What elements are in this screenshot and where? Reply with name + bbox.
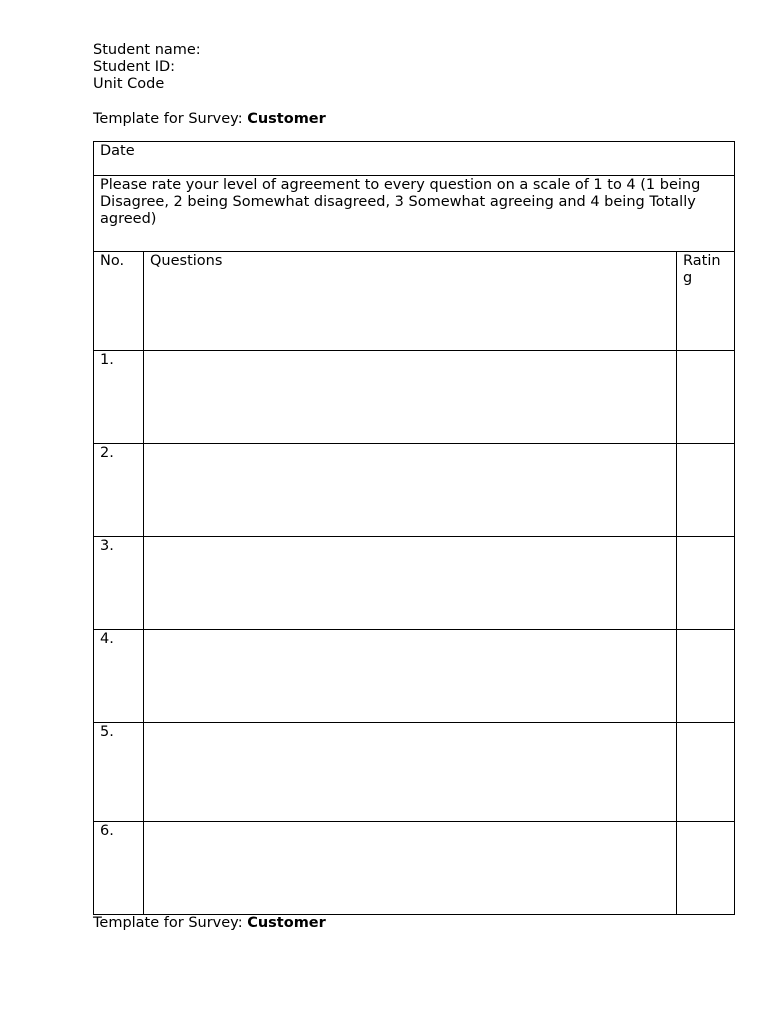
header-questions-cell (144, 252, 677, 351)
footer-title-customer: Customer (247, 915, 326, 931)
question-cell[interactable] (144, 822, 677, 915)
survey-template-title (93, 111, 326, 128)
instructions-text: Please rate your level of agreement to every question on a scale of 1 to 4 (1 being Disagree, 2 being Somewhat disagreed, 3 Somewhat agreeing and 4 being Totally agreed) (100, 177, 701, 227)
header-rating-cell (677, 252, 735, 351)
student-name-label: Student name: (93, 42, 201, 58)
rating-value (683, 351, 728, 352)
row-number-cell (94, 822, 144, 915)
table-row (94, 630, 735, 723)
table-row (94, 537, 735, 630)
template-title-customer: Customer (247, 111, 326, 127)
instructions-cell (94, 176, 735, 252)
row-number: 1. (100, 352, 114, 368)
question-text (150, 723, 670, 724)
question-text (150, 537, 670, 538)
table-row (94, 351, 735, 444)
table-row (94, 723, 735, 822)
date-label: Date (100, 143, 135, 159)
student-info-block (93, 42, 201, 93)
question-cell[interactable] (144, 351, 677, 444)
row-number: 4. (100, 631, 114, 647)
table-row (94, 444, 735, 537)
question-cell[interactable] (144, 444, 677, 537)
survey-template-footer (93, 915, 326, 932)
question-text (150, 444, 670, 445)
header-questions: Questions (150, 253, 223, 269)
row-number-cell (94, 537, 144, 630)
question-text (150, 630, 670, 631)
row-number: 5. (100, 724, 114, 740)
rating-cell[interactable] (677, 630, 735, 723)
instructions-row (94, 176, 735, 252)
survey-table (93, 141, 735, 915)
question-text (150, 822, 670, 823)
header-no-cell (94, 252, 144, 351)
date-row (94, 142, 735, 176)
rating-cell[interactable] (677, 351, 735, 444)
template-title-prefix: Template for Survey: (93, 111, 248, 127)
footer-title-prefix: Template for Survey: (93, 915, 248, 931)
rating-value (683, 537, 728, 538)
question-cell[interactable] (144, 723, 677, 822)
rating-cell[interactable] (677, 537, 735, 630)
rating-cell[interactable] (677, 723, 735, 822)
row-number: 2. (100, 445, 114, 461)
rating-cell[interactable] (677, 822, 735, 915)
unit-code-label: Unit Code (93, 76, 165, 92)
question-text (150, 351, 670, 352)
row-number: 3. (100, 538, 114, 554)
rating-value (683, 630, 728, 631)
student-id-label: Student ID: (93, 59, 176, 75)
date-cell[interactable] (94, 142, 735, 176)
question-cell[interactable] (144, 537, 677, 630)
row-number-cell (94, 444, 144, 537)
rating-value (683, 822, 728, 823)
question-cell[interactable] (144, 630, 677, 723)
row-number: 6. (100, 823, 114, 839)
header-no: No. (100, 253, 125, 269)
row-number-cell (94, 723, 144, 822)
row-number-cell (94, 630, 144, 723)
table-header-row (94, 252, 735, 351)
table-row (94, 822, 735, 915)
header-rating: Rating (683, 253, 721, 286)
row-number-cell (94, 351, 144, 444)
rating-value (683, 723, 728, 724)
rating-cell[interactable] (677, 444, 735, 537)
rating-value (683, 444, 728, 445)
